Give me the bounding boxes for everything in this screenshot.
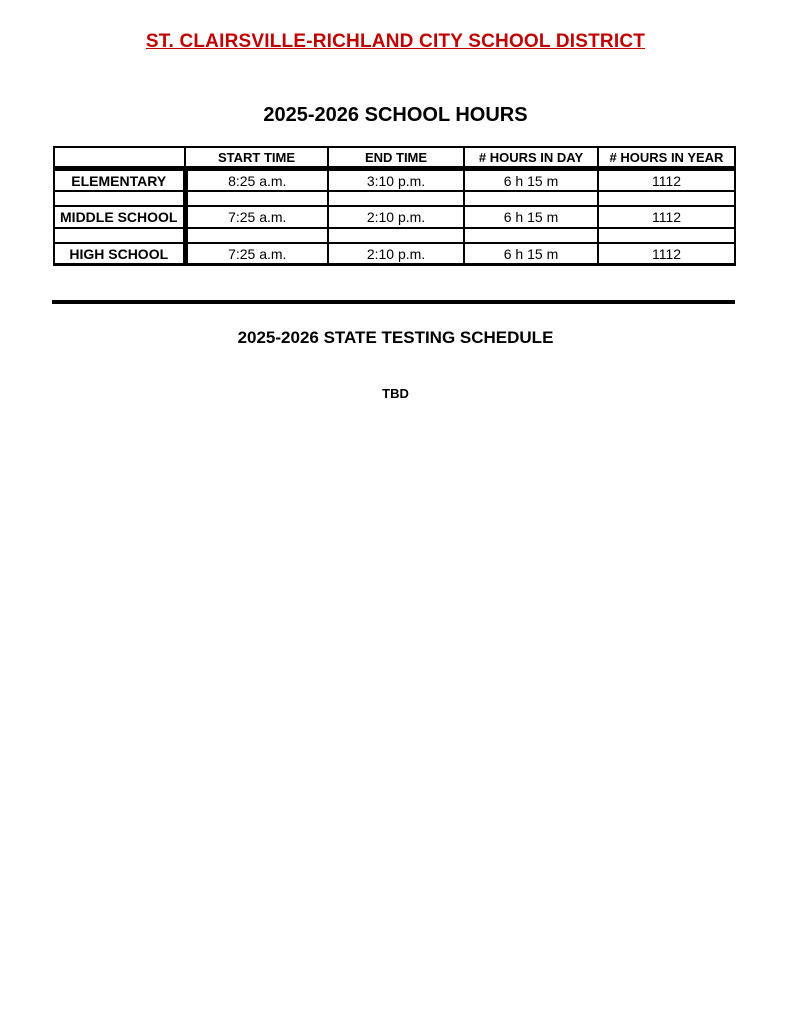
- start-time-value: 7:25 a.m.: [185, 243, 328, 265]
- testing-status: TBD: [382, 385, 409, 401]
- school-name: MIDDLE SCHOOL: [54, 206, 185, 228]
- table-row-elementary: [54, 169, 735, 191]
- school-hours-title: 2025-2026 SCHOOL HOURS: [263, 103, 528, 126]
- state-testing-title: 2025-2026 STATE TESTING SCHEDULE: [237, 328, 554, 348]
- hours-in-year-value: 1112: [598, 169, 735, 191]
- start-time-value: 7:25 a.m.: [185, 206, 328, 228]
- hours-in-day-value: 6 h 15 m: [464, 169, 598, 191]
- header-start-time: START TIME: [185, 147, 328, 169]
- district-title: ST. CLAIRSVILLE-RICHLAND CITY SCHOOL DISTRICT: [145, 31, 646, 52]
- end-time-value: 3:10 p.m.: [328, 169, 464, 191]
- header-school-blank: [54, 147, 185, 169]
- school-name: ELEMENTARY: [54, 169, 185, 191]
- table-header-row: [54, 147, 735, 169]
- end-time-value: 2:10 p.m.: [328, 206, 464, 228]
- hours-in-year-value: 1112: [598, 206, 735, 228]
- section-divider: [52, 300, 735, 304]
- start-time-value: 8:25 a.m.: [185, 169, 328, 191]
- spacer-row: [54, 191, 735, 206]
- header-hours-in-day: # HOURS IN DAY: [464, 147, 598, 169]
- table-row-high-school: [54, 243, 735, 265]
- end-time-value: 2:10 p.m.: [328, 243, 464, 265]
- hours-in-day-value: 6 h 15 m: [464, 243, 598, 265]
- table-row-middle-school: [54, 206, 735, 228]
- school-name: HIGH SCHOOL: [54, 243, 185, 265]
- header-hours-in-year: # HOURS IN YEAR: [598, 147, 735, 169]
- header-end-time: END TIME: [328, 147, 464, 169]
- hours-in-day-value: 6 h 15 m: [464, 206, 598, 228]
- school-hours-table: [53, 146, 736, 267]
- hours-in-year-value: 1112: [598, 243, 735, 265]
- spacer-row: [54, 228, 735, 243]
